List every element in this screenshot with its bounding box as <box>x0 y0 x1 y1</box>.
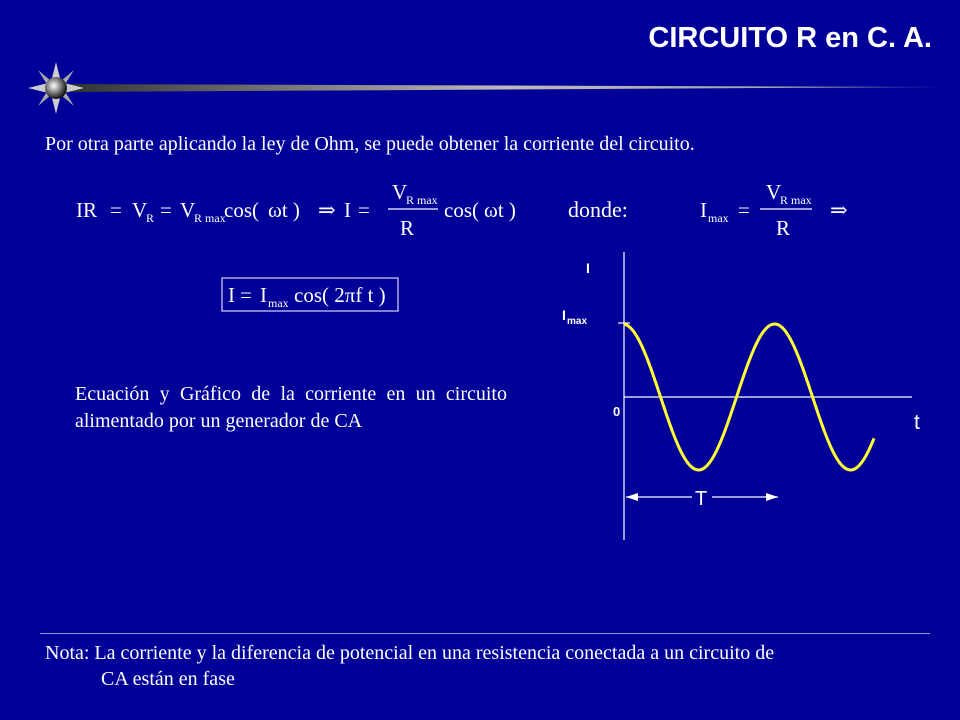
svg-text:I: I <box>228 283 235 307</box>
svg-text:I: I <box>700 198 707 222</box>
svg-text:V: V <box>392 180 408 204</box>
svg-text:=: = <box>160 198 172 222</box>
current-graph <box>540 240 960 550</box>
svg-text:V: V <box>766 180 782 204</box>
note-line-2: CA están en fase <box>101 668 235 690</box>
x-axis-label: t <box>914 411 920 434</box>
eq1-cos: cos( <box>224 198 259 222</box>
imax-label: I <box>562 307 566 323</box>
eq2-den: R <box>400 216 415 240</box>
eq1-lhs: IR <box>76 198 97 222</box>
svg-text:ωt ): ωt ) <box>484 198 516 222</box>
page-title: CIRCUITO R en C. A. <box>648 22 932 54</box>
note-line-1: Nota: La corriente y la diferencia de potencial en una resistencia conectada a un circuito de <box>45 642 775 664</box>
intro-text: Por otra parte aplicando la ley de Ohm, se puede obtener la corriente del circuito. <box>45 133 695 155</box>
svg-text:=: = <box>738 198 750 222</box>
star-icon <box>28 62 84 114</box>
eq2-num-sub: R max <box>406 193 438 207</box>
svg-text:V: V <box>180 198 196 222</box>
imax-sub: max <box>567 316 588 327</box>
ohm-equation <box>76 180 516 240</box>
period-label: T <box>695 488 708 510</box>
svg-text:I: I <box>344 198 351 222</box>
eq1-wt: ωt ) <box>268 198 300 222</box>
eq3-sub: max <box>708 211 729 225</box>
boxed-cos: cos( 2πf t ) <box>294 283 386 307</box>
svg-text:I: I <box>260 283 267 307</box>
svg-text:R max: R max <box>780 193 812 207</box>
imax-equation <box>568 180 848 240</box>
implies-symbol: ⇒ <box>318 198 336 222</box>
eq1-mid-sub: R <box>146 211 155 225</box>
svg-text:⇒: ⇒ <box>830 198 848 222</box>
graph-caption: Ecuación y Gráfico de la corriente en un circuito alimentado por un generador de CA <box>75 383 507 432</box>
note <box>45 640 935 692</box>
boxed-equation <box>222 278 398 311</box>
header-bar <box>68 84 940 92</box>
svg-text:=: = <box>110 198 122 222</box>
boxed-sub: max <box>268 296 289 310</box>
svg-text:R: R <box>776 216 791 240</box>
svg-text:cos(: cos( <box>444 198 479 222</box>
svg-text:=: = <box>358 198 370 222</box>
eq1-rhs-sub: R max <box>194 211 226 225</box>
period-arrow-left <box>626 493 638 501</box>
period-arrow-right <box>766 493 778 501</box>
svg-text:=: = <box>240 283 252 307</box>
header-decoration <box>28 62 948 116</box>
note-divider <box>40 633 930 634</box>
origin-label: 0 <box>613 404 621 419</box>
svg-text:V: V <box>132 198 148 222</box>
donde-label: donde: <box>568 197 628 222</box>
y-axis-label: I <box>586 260 590 276</box>
